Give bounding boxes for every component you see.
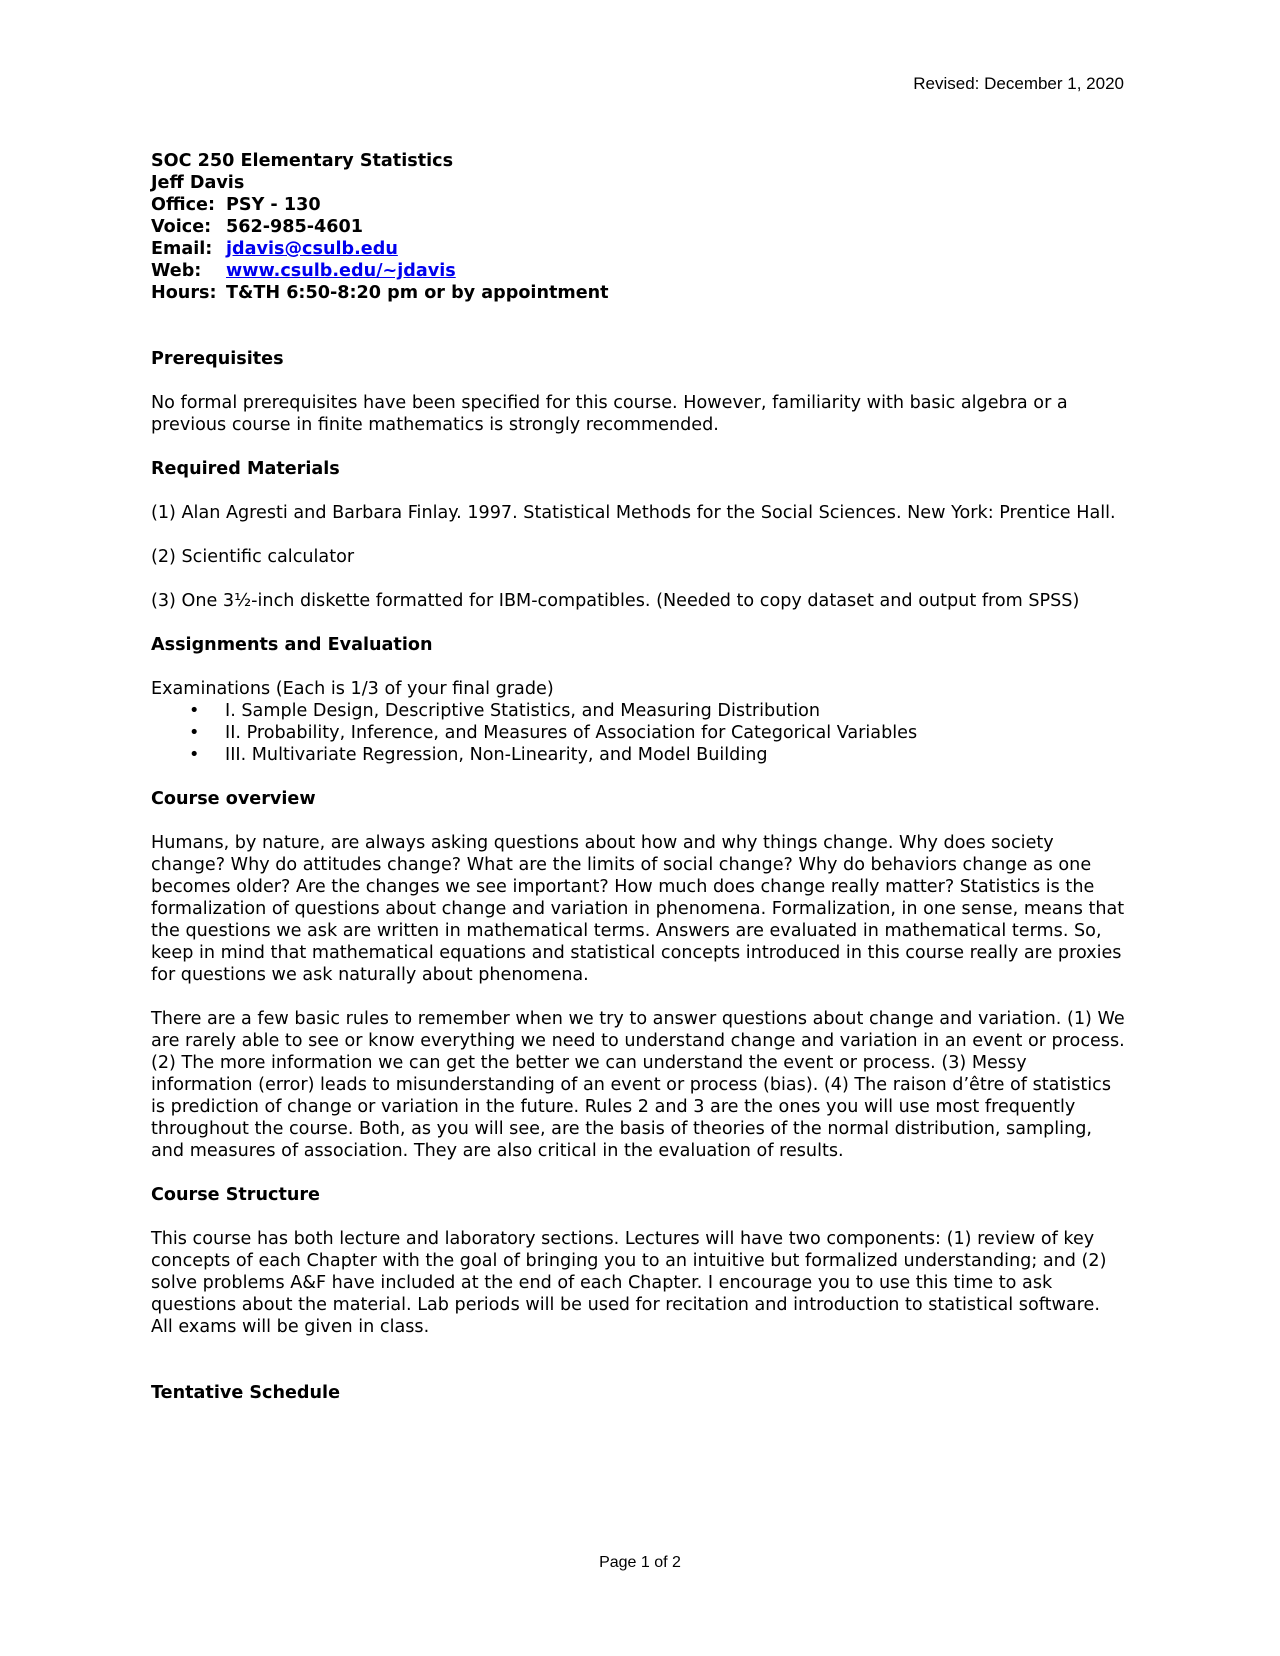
voice-label: Voice: [151,217,212,237]
hours-value: T&TH 6:50-8:20 pm or by appointment [226,283,609,303]
hours-label: Hours: [151,283,217,303]
hours-row [151,282,1126,304]
course-header [151,150,1126,304]
bullet: • [189,745,200,765]
assignments-heading: Assignments and Evaluation [151,635,433,655]
list-item [151,700,1126,722]
office-label: Office: [151,195,215,215]
web-row [151,260,1126,282]
exam-label: II. Probability, Inference, and Measures of Association for Categorical Variables [225,723,918,743]
exam-label: I. Sample Design, Descriptive Statistics, and Measuring Distribution [225,701,821,721]
office-value: PSY - 130 [226,195,321,215]
material-item: (1) Alan Agresti and Barbara Finlay. 1997. Statistical Methods for the Social Sciences. New York: Prentice Hall. [151,503,1116,523]
structure-text: This course has both lecture and laboratory sections. Lectures will have two components: (1) review of key concepts of each Chapter with the goal of bringing you to an intuitive but formalized understanding; and (2) solve problems A&F have included at the end of each Chapter. I encourage you to use this time to ask questions about the material. Lab periods will be used for recitation and introduction to statistical software. All exams will be given in class. [151,1229,1107,1337]
material-item: (3) One 3½-inch diskette formatted for IBM-compatibles. (Needed to copy dataset and output from SPSS) [151,591,1080,611]
prerequisites-text: No formal prerequisites have been specified for this course. However, familiarity with basic algebra or a previous course in finite mathematics is strongly recommended. [151,393,1068,435]
schedule-heading: Tentative Schedule [151,1383,341,1403]
course-title: SOC 250 Elementary Statistics [151,151,454,171]
exam-label: III. Multivariate Regression, Non-Linearity, and Model Building [225,745,768,765]
list-item [151,744,1126,766]
web-link[interactable]: www.csulb.edu/~jdavis [226,261,456,281]
material-item: (2) Scientific calculator [151,547,355,567]
page-number: Page 1 of 2 [599,1554,681,1571]
bullet: • [189,701,200,721]
list-item [151,722,1126,744]
structure-heading: Course Structure [151,1185,320,1205]
overview-paragraph: Humans, by nature, are always asking questions about how and why things change. Why does society change? Why do attitudes change? What are the limits of social change? Why do behaviors change as one becomes older? Are the changes we see important? How much does change really matter? Statistics is the formalization of questions about change and variation in phenomena. Formalization, in one sense, means that the questions we ask are written in mathematical terms. Answers are evaluated in mathematical terms. So, keep in mind that mathematical equations and statistical concepts introduced in this course really are proxies for questions we ask naturally about phenomena. [151,833,1125,985]
web-label: Web: [151,261,202,281]
email-link[interactable]: jdavis@csulb.edu [226,239,398,259]
email-row [151,238,1126,260]
examinations-intro: Examinations (Each is 1/3 of your final grade) [151,679,554,699]
prerequisites-heading: Prerequisites [151,349,284,369]
instructor-name: Jeff Davis [151,173,245,193]
overview-heading: Course overview [151,789,316,809]
exam-list [151,700,1126,766]
document-body [151,150,1126,1404]
voice-row [151,216,1126,238]
voice-value: 562-985-4601 [226,217,364,237]
email-label: Email: [151,239,213,259]
overview-paragraph: There are a few basic rules to remember when we try to answer questions about change and variation. (1) We are rarely able to see or know everything we need to understand change and variation in an event or process. (2) The more information we can get the better we can understand the event or process. (3) Messy information (error) leads to misunderstanding of an event or process (bias). (4) The raison d’être of statistics is prediction of change or variation in the future. Rules 2 and 3 are the ones you will use most frequently throughout the course. Both, as you will see, are the basis of theories of the normal distribution, sampling, and measures of association. They are also critical in the evaluation of results. [151,1009,1125,1161]
materials-heading: Required Materials [151,459,340,479]
bullet: • [189,723,200,743]
office-row [151,194,1126,216]
revised-date: Revised: December 1, 2020 [913,74,1124,93]
